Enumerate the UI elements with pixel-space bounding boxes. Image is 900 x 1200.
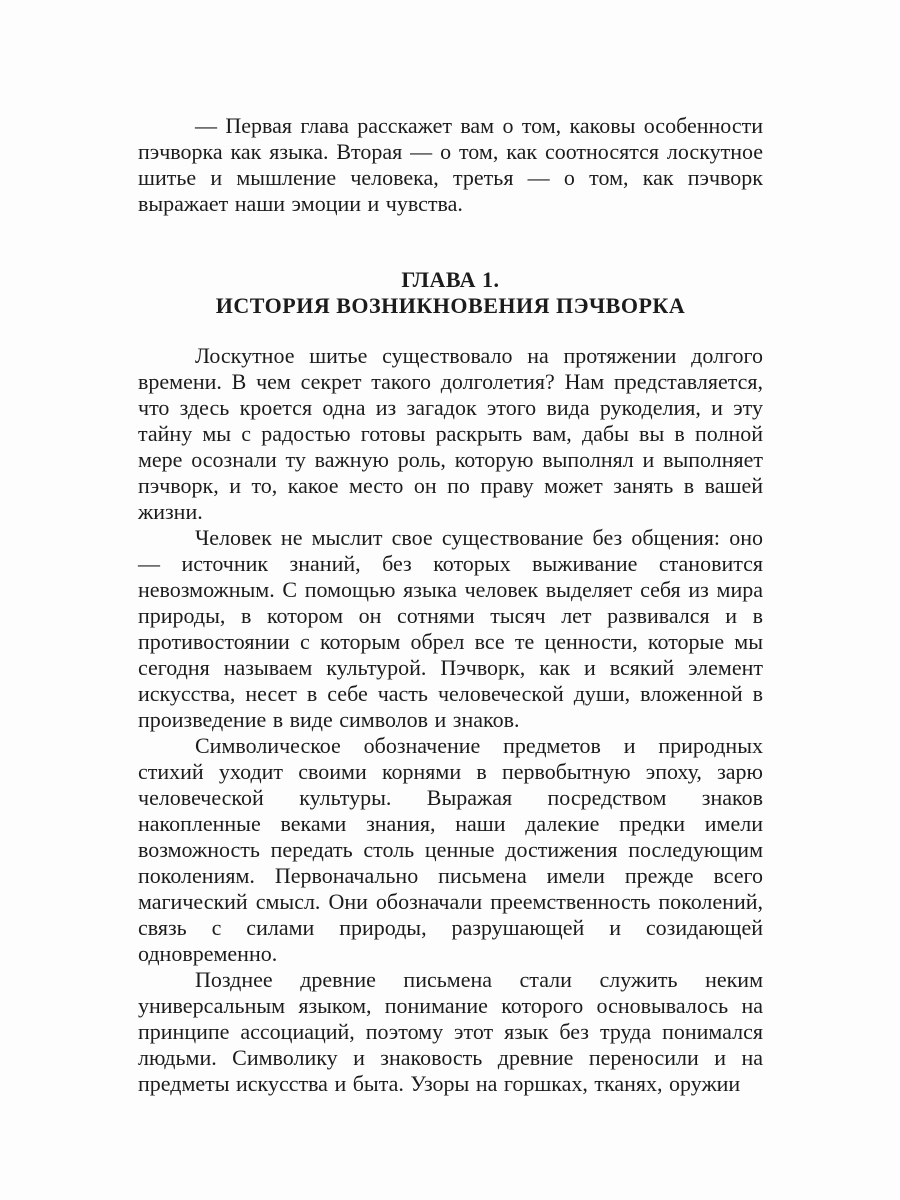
intro-paragraph: — Первая глава расскажет вам о том, каковы особенности пэчворка как языка. Вторая — о том, как соотносятся лоскутное шитье и мышление человека, третья — о том, как пэчворк выражает наши эмоции и чувства. xyxy=(138,113,763,216)
chapter-heading xyxy=(138,267,763,319)
chapter-number: ГЛАВА 1. xyxy=(401,267,500,292)
chapter-body xyxy=(138,343,763,1097)
body-paragraph: Лоскутное шитье существовало на протяжении долгого времени. В чем секрет такого долголетия? Нам представляется, что здесь кроется одна из загадок этого вида рукоделия, и эту тайну мы с радостью готовы раскрыть вам, дабы вы в полной мере осознали ту важную роль, которую выполнял и выполняет пэчворк, и то, какое место он по праву может занять в вашей жизни. xyxy=(138,343,763,524)
body-paragraph: Позднее древние письмена стали служить неким универсальным языком, понимание которого основывалось на принципе ассоциаций, поэтому этот язык без труда понимался людьми. Символику и знаковость древние переносили и на предметы искусства и быта. Узоры на горшках, тканях, оружии xyxy=(138,967,763,1096)
body-paragraph: Человек не мыслит свое существование без общения: оно — источник знаний, без которых выживание становится невозможным. С помощью языка человек выделяет себя из мира природы, в котором он сотнями тысяч лет развивался и в противостоянии с которым обрел все те ценности, которые мы сегодня называем культурой. Пэчворк, как и всякий элемент искусства, несет в себе часть человеческой души, вложенной в произведение в виде символов и знаков. xyxy=(138,525,763,732)
body-paragraph: Символическое обозначение предметов и природных стихий уходит своими корнями в первобытную эпоху, зарю человеческой культуры. Выражая посредством знаков накопленные веками знания, наши далекие предки имели возможность передать столь ценные достижения последующим поколениям. Первоначально письмена имели прежде всего магический смысл. Они обозначали преемственность поколений, связь с силами природы, разрушающей и созидающей одновременно. xyxy=(138,733,763,966)
chapter-title: ИСТОРИЯ ВОЗНИКНОВЕНИЯ ПЭЧВОРКА xyxy=(215,293,686,318)
